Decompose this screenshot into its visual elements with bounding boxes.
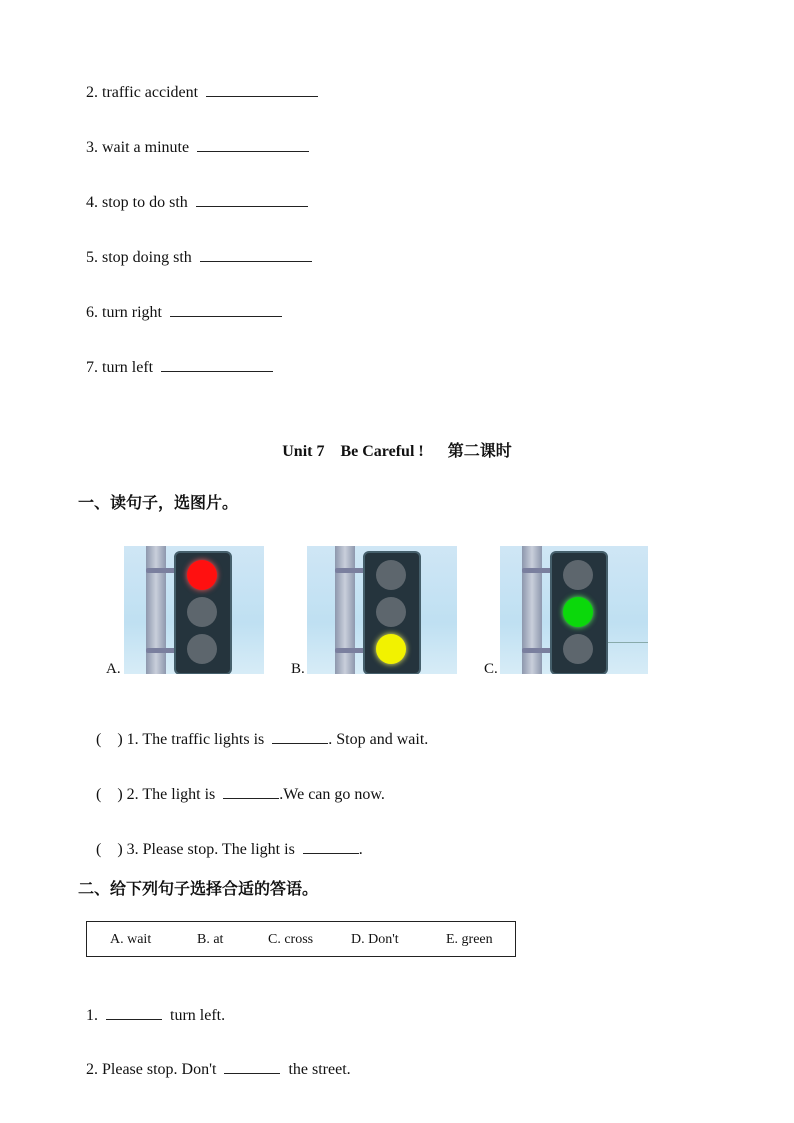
- item-number: 1.: [86, 1007, 98, 1024]
- answer-paren[interactable]: ( ): [96, 841, 123, 858]
- answer-blank[interactable]: [206, 82, 318, 97]
- vocab-item: [78, 339, 273, 377]
- question-number: 3.: [126, 841, 139, 858]
- answer-blank[interactable]: [272, 729, 328, 744]
- image-label: C.: [484, 661, 498, 677]
- traffic-light-icon: [550, 551, 608, 674]
- off-lamp-icon: [376, 597, 406, 627]
- vocab-text: stop to do sth: [102, 194, 188, 211]
- answer-paren[interactable]: ( ): [96, 786, 123, 803]
- pole-icon: [146, 546, 166, 674]
- bracket-icon: [146, 648, 176, 653]
- red-lamp-icon: [187, 560, 217, 590]
- answer-blank[interactable]: [224, 1059, 280, 1074]
- question-text: The traffic lights is: [142, 731, 265, 748]
- word-option: E. green: [446, 932, 493, 947]
- answer-blank[interactable]: [161, 357, 273, 372]
- word-option: D. Don't: [351, 932, 399, 947]
- bracket-icon: [335, 568, 365, 573]
- answer-blank[interactable]: [197, 137, 309, 152]
- vocab-number: 3.: [86, 139, 98, 156]
- vocab-number: 7.: [86, 359, 98, 376]
- question-text-end: . Stop and wait.: [328, 731, 429, 748]
- answer-blank[interactable]: [200, 247, 312, 262]
- vocab-number: 2.: [86, 84, 98, 101]
- word-bank: [86, 921, 516, 957]
- vocab-text: traffic accident: [102, 84, 199, 101]
- question-item: [88, 766, 385, 804]
- question-text: The light is: [142, 786, 216, 803]
- answer-blank[interactable]: [196, 192, 308, 207]
- vocab-item: [78, 229, 312, 267]
- question-number: 1.: [126, 731, 139, 748]
- bracket-icon: [522, 648, 552, 653]
- bracket-icon: [335, 648, 365, 653]
- image-label: A.: [106, 661, 121, 677]
- bracket-icon: [146, 568, 176, 573]
- traffic-light-image-yellow[interactable]: [307, 546, 457, 674]
- off-lamp-icon: [187, 634, 217, 664]
- vocab-text: wait a minute: [102, 139, 190, 156]
- question-item: [88, 821, 363, 859]
- off-lamp-icon: [376, 560, 406, 590]
- answer-blank[interactable]: [223, 784, 279, 799]
- pole-icon: [522, 546, 542, 674]
- answer-blank[interactable]: [303, 839, 359, 854]
- vocab-number: 6.: [86, 304, 98, 321]
- item-number: 2.: [86, 1061, 98, 1078]
- word-option: B. at: [197, 932, 224, 947]
- item-text-end: the street.: [288, 1061, 351, 1078]
- off-lamp-icon: [187, 597, 217, 627]
- answer-blank[interactable]: [170, 302, 282, 317]
- image-label: B.: [291, 661, 305, 677]
- item-text: Please stop. Don't: [102, 1061, 217, 1078]
- word-option: A. wait: [110, 932, 152, 947]
- answer-paren[interactable]: ( ): [96, 731, 123, 748]
- bracket-icon: [522, 568, 552, 573]
- answer-blank[interactable]: [106, 1005, 162, 1020]
- vocab-number: 4.: [86, 194, 98, 211]
- fill-item: [78, 987, 225, 1025]
- vocab-text: stop doing sth: [102, 249, 192, 266]
- vocab-item: [78, 119, 309, 157]
- question-item: [88, 711, 428, 749]
- section-heading: 一、读句子，选图片。: [78, 493, 239, 512]
- section-heading: 二、给下列句子选择合适的答语。: [78, 879, 319, 898]
- decor-line: [608, 642, 648, 643]
- vocab-item: [78, 64, 318, 102]
- traffic-light-image-green[interactable]: [500, 546, 648, 674]
- vocab-item: [78, 174, 308, 212]
- green-lamp-icon: [563, 597, 593, 627]
- lesson-title: Unit 7 Be Careful ! 第二课时: [282, 443, 512, 460]
- question-text: Please stop. The light is: [142, 841, 295, 858]
- vocab-item: [78, 284, 282, 322]
- pole-icon: [335, 546, 355, 674]
- traffic-light-icon: [363, 551, 421, 674]
- item-text-end: turn left.: [170, 1007, 226, 1024]
- word-option: C. cross: [268, 932, 314, 947]
- traffic-light-icon: [174, 551, 232, 674]
- question-text-end: .We can go now.: [279, 786, 385, 803]
- yellow-lamp-icon: [376, 634, 406, 664]
- question-text-end: .: [358, 841, 363, 858]
- off-lamp-icon: [563, 560, 593, 590]
- vocab-text: turn right: [102, 304, 162, 321]
- vocab-number: 5.: [86, 249, 98, 266]
- traffic-light-image-red[interactable]: [124, 546, 264, 674]
- vocab-text: turn left: [102, 359, 154, 376]
- off-lamp-icon: [563, 634, 593, 664]
- fill-item: [78, 1041, 351, 1079]
- question-number: 2.: [126, 786, 139, 803]
